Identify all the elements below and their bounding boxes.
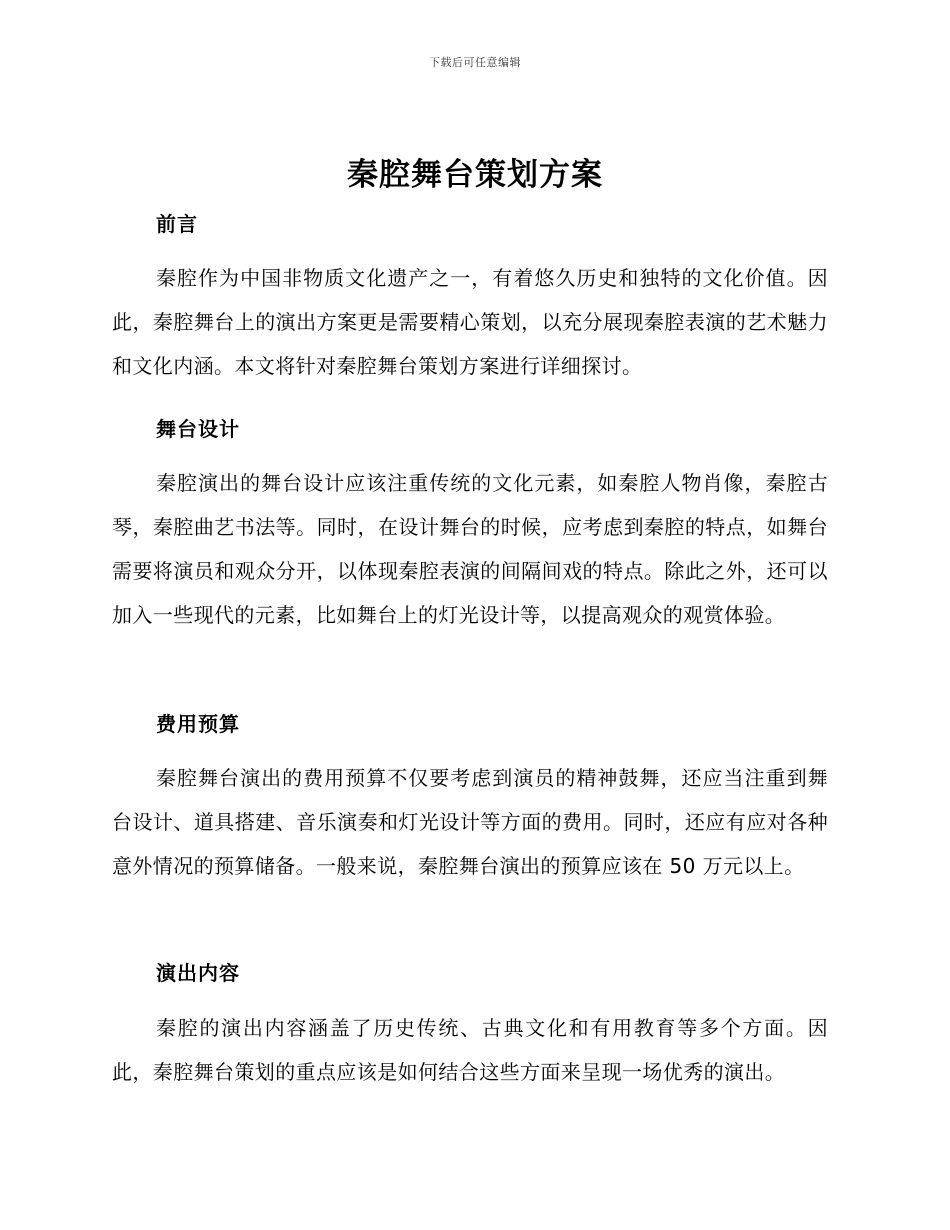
section-paragraph-performance-content: 秦腔的演出内容涵盖了历史传统、古典文化和有用教育等多个方面。因此，秦腔舞台策划的重点应该是如何结合这些方面来呈现一场优秀的演出。 (112, 1016, 828, 1084)
section-paragraph-preface: 秦腔作为中国非物质文化遗产之一，有着悠久历史和独特的文化价值。因此，秦腔舞台上的演出方案更是需要精心策划，以充分展现秦腔表演的艺术魅力和文化内涵。本文将针对秦腔舞台策划方案进行详细探讨。 (112, 266, 828, 378)
document-title: 秦腔舞台策划方案 (347, 157, 603, 193)
section-heading-performance-content: 演出内容 (156, 961, 240, 985)
section-paragraph-budget: 秦腔舞台演出的费用预算不仅要考虑到演员的精神鼓舞，还应当注重到舞台设计、道具搭建、音乐演奏和灯光设计等方面的费用。同时，还应有应对各种意外情况的预算储备。一般来说，秦腔舞台演出的预算应该在 50 万元以上。 (112, 766, 828, 878)
section-paragraph-stage-design: 秦腔演出的舞台设计应该注重传统的文化元素，如秦腔人物肖像，秦腔古琴，秦腔曲艺书法等。同时，在设计舞台的时候，应考虑到秦腔的特点，如舞台需要将演员和观众分开，以体现秦腔表演的间隔间戏的特点。除此之外，还可以加入一些现代的元素，比如舞台上的灯光设计等，以提高观众的观赏体验。 (112, 471, 828, 627)
section-heading-stage-design: 舞台设计 (156, 417, 240, 441)
section-heading-preface: 前言 (156, 212, 198, 236)
section-heading-budget: 费用预算 (156, 712, 240, 736)
header-note: 下载后可任意编辑 (429, 56, 521, 69)
